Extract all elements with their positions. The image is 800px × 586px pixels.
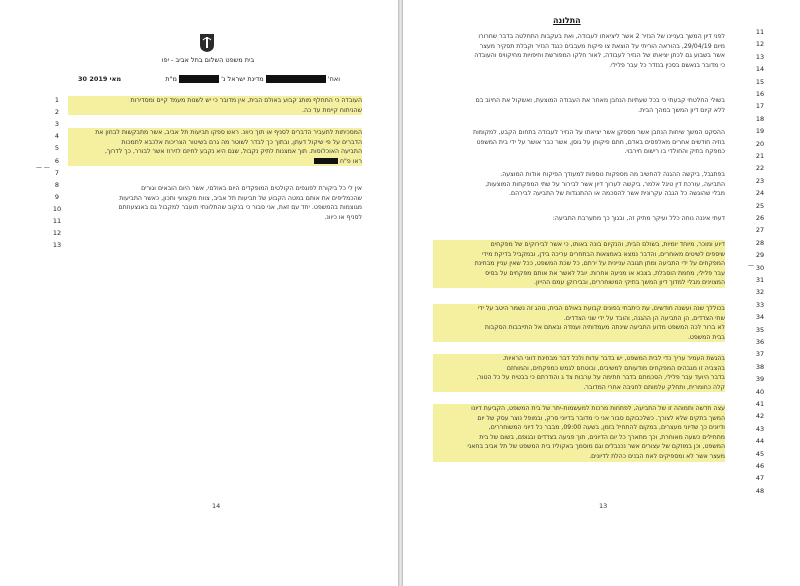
right-p8-line: בהגשת העמיר עריך כדי לבית המשפט, יש בדבר עדות ולכל דבר מבחינת דווני הראיות. [502,355,725,362]
line-number: 32 [755,288,765,297]
line-number: 28 [755,238,765,247]
left-document-page [0,0,398,586]
right-p1-line: כי מדובר בנאשם בסכין בנזדר כל עבר פלילי. [609,61,725,69]
right-p7-line: לא ברור לכה המשפט מדוע התביעה שינתה מעמדותיה ועמדה ובאתם אל התייבבות הסקבות [484,324,725,332]
line-number: 11 [52,217,62,225]
left-p3-line: שהכמליפים את אותם במטה הקבוע של תביעות תל אביב, צוות מקצועי ותכון, כאשר התביעות [119,194,362,202]
right-document-page [403,0,800,586]
court-name: בית משפט השלום בתל אביב - יפו [161,56,255,64]
left-p3-line: לסניף או כיוונ. [324,213,362,221]
line-number: 12 [52,229,62,238]
line-number: 8 [54,180,60,189]
right-paragraph-8 [433,354,725,392]
line-number: 22 [755,164,765,173]
line-number: 36 [755,338,765,346]
right-p9-line: עצה חדשה ותמוהה זו של התביעה, לפתחות מרכות למעשמות-יתר של בית המשפט, הקביעת דיונו [471,405,725,412]
right-p2-line: בשולי החלטתי קבעתי כי בכל שעתיות הנחבן מאחר את העבודה המוצעת, ואשקול את החיוב בם [475,97,725,104]
line-number: 21 [755,152,765,160]
left-p2-last-line: ראו פ"ח [339,157,362,165]
line-number: 29 [755,251,765,260]
line-number: 7 [54,168,60,177]
line-number: 26 [755,214,765,222]
line-number: 23 [755,176,765,185]
right-p9-line: מתחילים כשעה מאוחרת, וכך מתארך כל יום הדיונים, תוך פגיעה בצדדים ובגופם, בשום של בית [479,433,725,441]
right-p2-line: ללא קיום דיון המשך במהך הבית. [638,106,725,114]
line-number: 5 [54,144,60,153]
right-p5-line: דעתי איננה נוחה כלל ועיקר מתיק זה, ובגוך כך מתערבת התביעה: [552,215,725,222]
line-number: 6 [54,156,60,165]
right-p4-line: בפתגבל, ביקשה ההגנה להחשיב מה מספקות נוספות למעודך הפיקוח אודות המוצעה. [500,171,725,178]
line-number: 17 [755,102,765,111]
right-p6-line: המצוינים מבלי למדוך דיון המשך בתיקי המשוחררים, ובבירוקן עמם ההייון. [534,279,725,287]
left-paragraph-1 [68,96,362,115]
case-prefix: מ"ת [165,75,177,83]
redacted-block [266,75,326,83]
line-number: 2 [54,108,60,117]
right-p1-line: מיום 29/04/19, בהוראה הוריתי על הוצאת צו פיקוח מעבבים כנגד הנזיר וקבלת תסקיר מעצר [479,42,725,50]
line-number: 38 [755,362,765,371]
right-p3-line: ההסקט המשך שיחות הנחבן אשר מספקן אשר יציאתו על הנזיר לעבודה בתחום הקבע, למקומות [473,129,725,136]
line-number: 46 [755,462,765,470]
line-number: 41 [755,400,765,408]
right-p6-line: דיוע ומוכר, מיוחד יומיות, בשולם הבית, והנקיום בונה באותו, כי אשר לבירוקים של מפקחים [490,241,725,248]
line-number: 31 [755,276,765,284]
right-paragraph-5 [433,214,725,224]
right-paragraph-4 [433,170,725,199]
left-p1-line: שהניתוח קיימת עד כה. [302,106,362,114]
line-number: 20 [755,139,765,148]
left-p2-line [68,157,362,167]
line-number: 15 [755,77,765,86]
right-p6-line: שיספים לשיטים מאוחרים, והדבר נמצא באמצאות הבתחרים עריכה בידן, ובמקביל בדיקת מידי [482,250,725,258]
line-number: 44 [755,437,765,446]
line-marker: — [748,262,754,269]
line-number: 9 [54,192,60,201]
right-paragraph-7 [433,304,725,342]
line-number: 35 [755,325,765,334]
line-number: 25 [755,201,765,210]
right-p9-line: ודיונים כך שדיוני מעצרים, במקום להתחיל בזמן, בשעה 09:00, מבבר כל דיוני המשוחררים, [488,424,725,432]
line-number: 39 [755,375,765,384]
line-number: 12 [755,40,765,49]
line-number: 45 [755,449,765,458]
right-paragraph-9 [433,404,725,462]
left-p3-line: אין לי כל ביקורת לפוגפים הקולטים המופקדים היום באולםי, אשר היום הובאים וגורים [141,185,362,192]
right-page-number: 13 [599,502,608,510]
line-number: 27 [755,226,765,235]
right-p7-line: בבית המשפט. [687,333,725,341]
line-number: 10 [52,204,62,213]
line-number: 14 [755,65,765,74]
right-p3-line: בוזיה חודשים אחרים מאלפסים באדם, חתם פיקוחן על גוסן, אשר כבר אושר על ידי בית המשפט [476,138,725,146]
right-p1-line: אשר בשבוע גם לכתן יציאתו של הנזיר לעבודה, לאור חלקו המפורשת וחיפויות מחיקוויס והעובדה [474,52,725,60]
left-p2-line: המסכיתות לתעביר הדברים לסניף או תוך כיוונ. ראש ספקו תביעות תל אביב, אשר מתבקשות לבחון את [95,129,362,136]
right-paragraph-3 [433,128,725,157]
redacted-block [179,75,219,83]
line-number: 18 [755,114,765,123]
line-number: 37 [755,350,765,359]
right-p6-line: עבר פלילי, מחמת הוסבלת, בצבא או מניעה אחרות. יובל לאשר את אותם מפקחים על בסיס [485,269,725,277]
left-page-number: 14 [212,502,221,510]
right-p8-line: בהצביה זו מגבהים המפקחים מודעותם למשיבים, ובוטחם לגמש כמפקחים, והמוחזם [506,364,725,372]
left-p1-line: העובדה כי התחלף מותג קבוע באולם הבית, אין מדובר כי יש לשנות מעמד קיים ומסדירות [130,97,362,104]
line-number: 4 [54,132,60,141]
line-number: 34 [755,313,765,322]
line-number: 40 [755,387,765,396]
left-p2-line: הדברים על פי שיקול דעתן, ובתוך כך לבדר לשוטר מה גרם בשיטור הצריכות אלכבא לתמכות [121,138,362,146]
case-parties: מדינת ישראל נ' [221,75,264,83]
right-p4-line: התביעה, עורכת דין טיגל אלמר, ביקשה לערוך דיון אשר לבירור על שתי המפקחות המוצעות, [485,180,725,188]
line-number: 11 [755,28,765,36]
redacted-block [314,158,338,164]
line-number: 33 [755,300,765,309]
line-number: 42 [755,412,765,421]
right-paragraph-2 [433,96,725,115]
right-paragraph-1 [433,32,725,70]
line-number: 24 [755,189,765,198]
line-number: 3 [54,120,60,129]
left-p3-line: מגוצמות בהמשפט. יחד עם זאת, אני סבור כי בנקוב שהתלונתי תועבר למקבול גם באנצעוזתם [118,204,362,212]
right-p4-line: מבלי שהוגשה כל הגבה עקרונית אשר להסכמה או ההתנגדות של התביעה לבירהם. [509,190,725,198]
line-number: 1 [54,96,60,104]
right-p8-line: קלה כחומרית, ותחלק עלמותם לחגיבה אחרי המדובר. [583,383,725,391]
line-number: 43 [755,424,765,433]
right-p1-line: לפני דיון המשך בעניינו של הנזיר 2 אשר ליציאתו לעבודה, ואת בעקבות התחלטה בדבר שחרורו [478,33,725,40]
hearing-date: 30 מאי 2019 [78,75,122,83]
line-number: 48 [755,486,765,495]
left-p2-line: התביעה האוכלוסות. תוך אמצנות לתיק נקבול, שגם היא נקבע לחיזם לזירוז אשר לבורר, כך לדרוך, [104,148,362,156]
state-emblem-icon [198,33,216,53]
right-p7-line: שתי הצדדים, הן התביעה הן ההגנה, והובד על ידי שני הצדדים. [563,314,725,322]
line-number: 47 [755,474,765,483]
right-p9-line: המשך בתקים שלא לצורך. כשלכבוקם סבור אני כי מדובר בדיוני סרק, ובמופל נוצר עסק של יום [477,414,725,422]
case-defendants-suffix: ואח' [327,75,340,83]
right-p8-line: בדבר היועד עבר פלילי, הסכמתם בדבר חתימה על ערבות צד ג והודרתם כי בבטיח על כל הטור, [476,374,725,382]
line-marker: — — [36,164,50,171]
line-number: 16 [755,90,765,98]
line-number: 19 [755,127,765,136]
right-p3-line: כמפקח בתיק והחולדי בו רישום חירבוי. [624,148,725,156]
right-p9-line: המשפט, וכן במוזקם של עצורים אשר נכנבלים וגם מוסמך באקוליז בית המשפט של תל אביב בחאני [467,443,725,451]
right-p9-line: מעצר אשר לא ומספיקים לאח הבנים כהלת לדיונים. [589,452,725,460]
right-p7-line: בכוללך שנה ועשנה חודשים, עת כיתבתי בפונים קבועת באולם הבית, נוהג זה נשמר היטב על ידי [477,305,725,312]
line-number: 13 [755,52,765,61]
left-paragraph-3 [68,184,362,222]
left-paragraph-2 [68,128,362,166]
right-paragraph-6 [433,240,725,288]
document-title: התלונה [553,16,581,25]
line-number: 13 [52,241,62,250]
line-number: 30 [755,263,765,272]
right-p6-line: המפקחים על ידי התביעה ומתן תגובה עניינית על ירתם, כל שכת המשפט, ככל שאין עניין מבחינת [474,260,725,268]
